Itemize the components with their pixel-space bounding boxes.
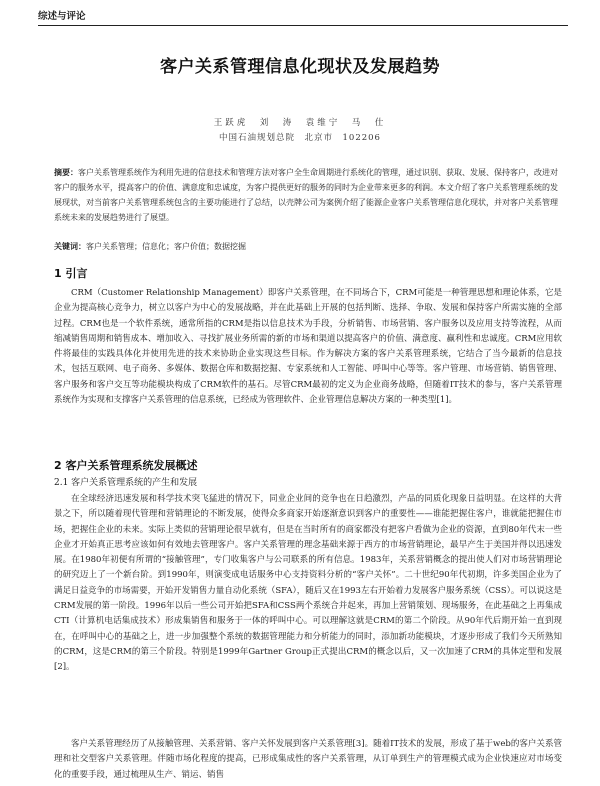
section-2-1-heading: 2.1 客户关系管理系统的产生和发展 — [54, 478, 198, 488]
header-rule — [38, 25, 568, 26]
article-title: 客户关系管理信息化现状及发展趋势 — [160, 57, 440, 77]
author-affiliation: 中国石油规划总院 北京市 102206 — [219, 133, 381, 143]
section-1-paragraph: CRM（Customer Relationship Management）即客户关系管理，在不同场合下，CRM可能是一种管理思想和理论体系，它是企业为提高核心竞争力，树立以客户为中心的发展战略，并在此基础上开展的包括判断、选择、争取、发展和保持客户所需实施的全部过程。CRM也是一个软件系统，通常所指的CRM是指以信息技术为手段，分析销售、市场营销、客户服务以及应用支持等流程，从而缩减销售周期和销售成本、增加收入、寻找扩展业务所需的新的市场和渠道以提高客户的价值、满意度、赢利性和忠诚度。CRM应用软件将最佳的实践具体化并使用先进的技术来协助企业实现这些目标。作为解决方案的客户关系管理系统，它结合了当今最新的信息技术，包括互联网、电子商务、多媒体、数据仓库和数据挖掘、专家系统和人工智能、呼叫中心等等。客户管理、市场营销、销售管理、客户服务和客户交互等功能模块构成了CRM软件的基石。尽管CRM最初的定义为企业商务战略，但随着IT技术的参与，客户关系管理系统作为实现和支撑客户关系管理的信息系统，已经成为管理软件、企业管理信息解决方案的一种类型[1]。 — [54, 288, 562, 406]
keywords-block — [54, 239, 562, 254]
section-2-1-paragraph-1: 在全球经济迅速发展和科学技术突飞猛进的情况下，同业企业间的竞争也在日趋激烈，产品的同质化现象日益明显。在这样的大背景之下，所以随着现代管理和营销理论的不断发展，使得众多商家开始逐渐意识到客户的重要性——谁能把握住客户，谁就能把握住市场，把握住企业的未来。实际上类似的营销理论很早就有，但是在当时所有的商家都没有把客户看做为企业的资源，直到80年代末一些企业才开始真正思考应该如何有效地去管理客户。客户关系管理的理念基础来源于西方的市场营销理论，最早产生于美国并得以迅速发展。在1980年初便有所谓的“接触管理”，专门收集客户与公司联系的所有信息。1983年，关系营销概念的提出使人们对市场营销理论的研究迈上了一个新台阶。到1990年，则演变成电话服务中心支持资料分析的“客户关怀”。二十世纪90年代初期，许多美国企业为了满足日益竞争的市场需要，开始开发销售力量自动化系统（SFA），随后又在1993左右开始着力发展客户服务系统（CSS）。可以说这是CRM发展的第一阶段。1996年以后一些公司开始把SFA和CSS两个系统合并起来，再加上营销策划、现场服务，在此基础之上再集成CTI（计算机电话集成技术）形成集销售和服务于一体的呼叫中心。可以理解这就是CRM的第二个阶段。从90年代后期开始一直到现在，在呼叫中心的基础之上，进一步加强整个系统的数据管理能力和分析能力的同时，添加新功能模块，才逐步形成了我们今天所熟知的CRM，这是CRM的第三个阶段。特别是1999年Gartner Group正式提出CRM的概念以后，又一次加速了CRM的具体定型和发展[2]。 — [54, 494, 562, 673]
section-2-1-paragraph-2: 客户关系管理经历了从接触管理、关系营销、客户关怀发展到客户关系管理[3]。随着IT技术的发展，形成了基于web的客户关系管理和社交型客户关系管理。伴随市场化程度的提高，已形成集成性的客户关系管理，从订单到生产的管理模式成为企业快速应对市场变化的重要手段，通过梳理从生产、销运、销售 — [54, 739, 562, 780]
section-2-heading: 2 客户关系管理系统发展概述 — [54, 459, 198, 472]
keywords-label: 关键词： — [54, 241, 86, 251]
abstract-block — [54, 165, 562, 225]
section-1-heading: 1 引言 — [54, 267, 88, 280]
abstract-label: 摘要： — [54, 167, 78, 177]
author-list: 王跃虎 刘 涛 袁维宁 马 仕 — [213, 118, 387, 128]
running-header: 综述与评论 — [38, 11, 86, 22]
abstract-text: 客户关系管理系统作为利用先进的信息技术和管理方法对客户全生命周期进行系统化的管理，通过识别、获取、发展、保持客户，改进对客户的服务水平，提高客户的价值、满意度和忠诚度，为客户提供更好的服务的同时为企业带来更多的利润。本文介绍了客户关系管理系统的发展现状，对当前客户关系管理系统包含的主要功能进行了总结，以壳牌公司为案例介绍了能源企业客户关系管理信息化现状，并对客户关系管理系统未来的发展趋势进行了展望。 — [54, 168, 558, 222]
keywords-text: 客户关系管理；信息化；客户价值；数据挖掘 — [86, 242, 246, 251]
